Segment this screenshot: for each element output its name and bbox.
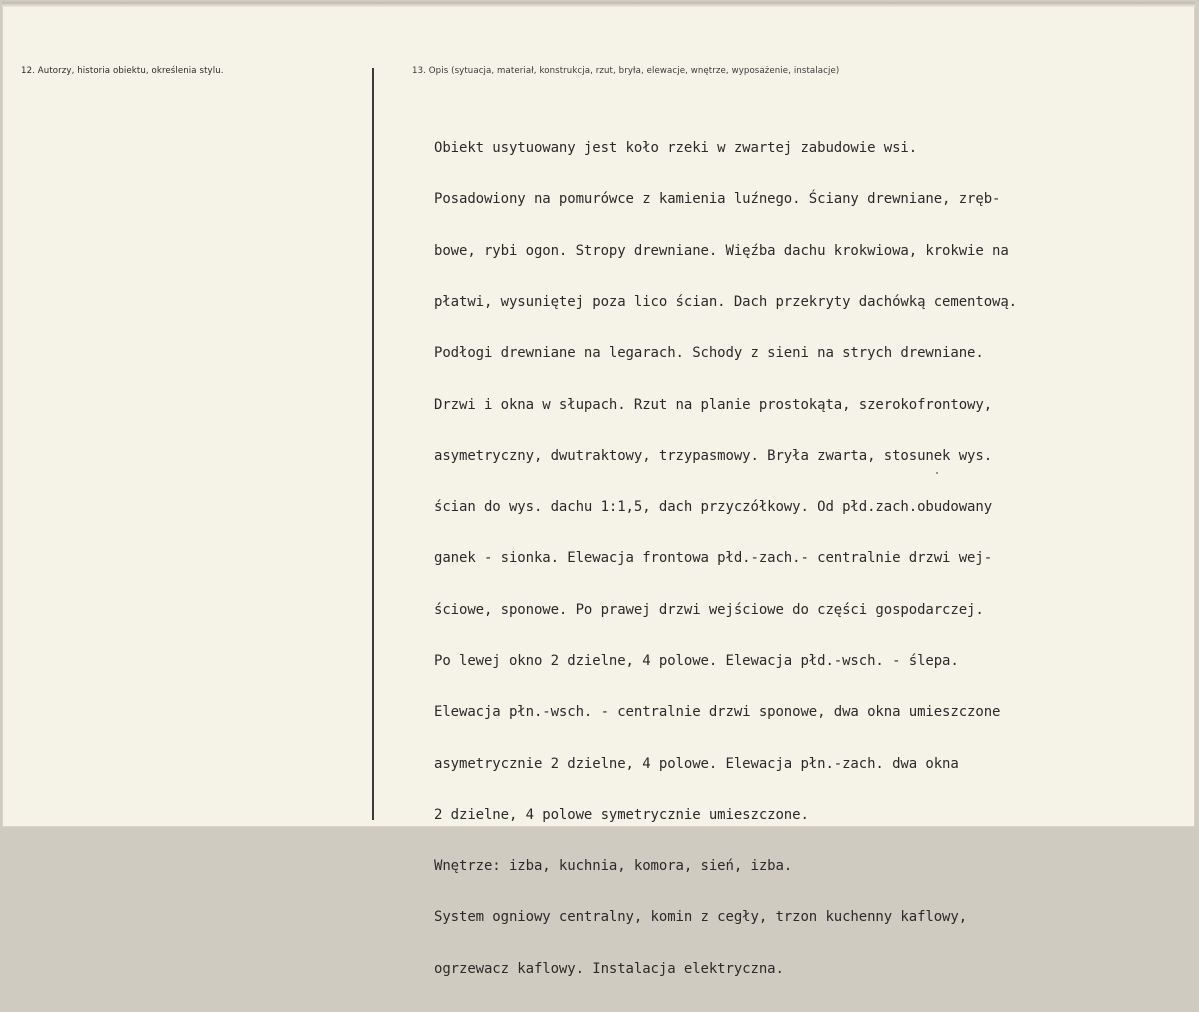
paper-speck	[936, 472, 938, 474]
description-line: Drzwi i okna w słupach. Rzut na planie prostokąta, szerokofrontowy,	[434, 396, 993, 413]
column-divider	[372, 68, 374, 820]
description-line: System ogniowy centralny, komin z cegły, trzon kuchenny kaflowy,	[434, 909, 968, 926]
description-line: 2 dzielne, 4 polowe symetrycznie umieszczone.	[434, 806, 809, 823]
description-line: Elewacja płn.-wsch. - centralnie drzwi sponowe, dwa okna umieszczone	[434, 704, 1001, 721]
description-line: ganek - sionka. Elewacja frontowa płd.-zach.- centralnie drzwi wej-	[434, 550, 993, 567]
description-line: ścian do wys. dachu 1:1,5, dach przyczółkowy. Od płd.zach.obudowany	[434, 499, 993, 516]
description-line: ogrzewacz kaflowy. Instalacja elektryczna.	[434, 960, 784, 977]
description-line: Posadowiony na pomurówce z kamienia luźnego. Ściany drewniane, zręb-	[434, 191, 1001, 208]
description-line: Po lewej okno 2 dzielne, 4 polowe. Elewacja płd.-wsch. - ślepa.	[434, 653, 959, 669]
description-line: Obiekt usytuowany jest koło rzeki w zwartej zabudowie wsi.	[434, 140, 918, 157]
description-line: Wnętrze: izba, kuchnia, komora, sień, izba.	[434, 858, 793, 875]
description-line: bowe, rybi ogon. Stropy drewniane. Więźba dachu krokwiowa, krokwie na	[434, 242, 1009, 259]
form-sheet	[2, 2, 1195, 977]
description-line: ściowe, sponowe. Po prawej drzwi wejściowe do części gospodarczej.	[434, 601, 984, 618]
description-line: płatwi, wysuniętej poza lico ścian. Dach przekryty dachówką cementową.	[434, 294, 1018, 311]
section-13-heading: 13. Opis (sytuacja, materiał, konstrukcja, rzut, bryła, elewacje, wnętrze, wyposażenie, instalacje)	[412, 66, 840, 76]
description-line: Podłogi drewniane na legarach. Schody z sieni na strych drewniane.	[434, 345, 984, 362]
description-line: asymetrycznie 2 dzielne, 4 polowe. Elewacja płn.-zach. dwa okna	[434, 755, 959, 772]
sheet-top-edge	[2, 2, 1195, 7]
description-text	[434, 106, 1017, 1012]
section-12-heading: 12. Autorzy, historia obiektu, określenia stylu.	[21, 66, 224, 76]
description-line: asymetryczny, dwutraktowy, trzypasmowy. Bryła zwarta, stosunek wys.	[434, 447, 993, 464]
